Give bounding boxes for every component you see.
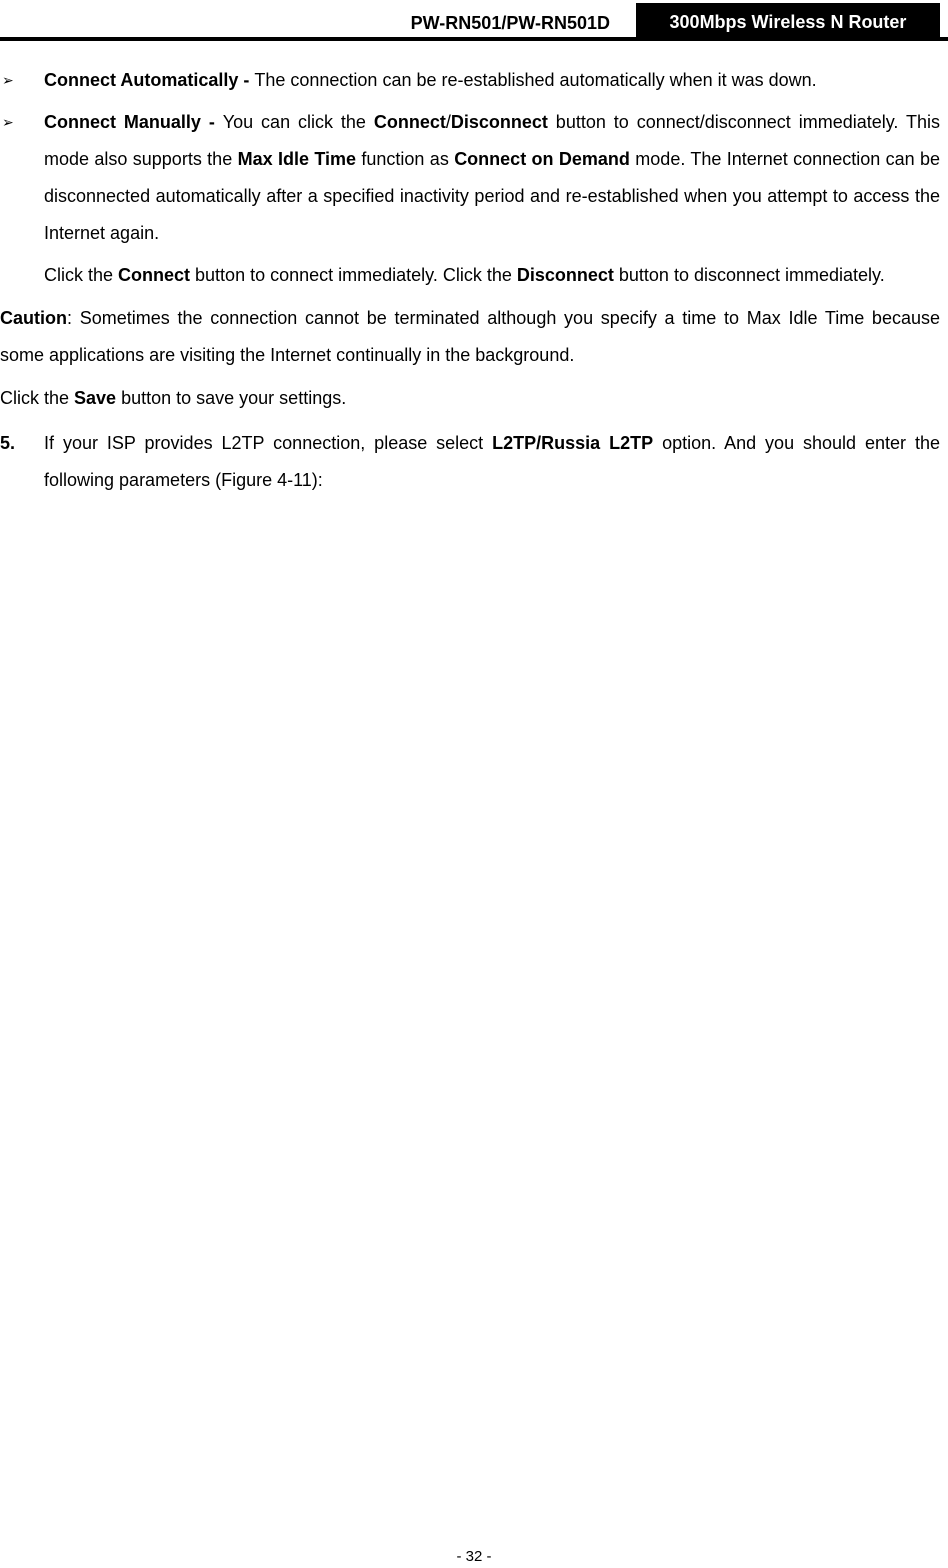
header-product-label: 300Mbps Wireless N Router — [669, 11, 907, 32]
bullet-text: button to connect/disconnect immediately. This mode also supports the — [44, 112, 940, 169]
bullet-title: Connect Automatically - — [44, 70, 255, 90]
header-model-name: PW-RN501/PW-RN501D — [410, 13, 610, 33]
arrow-bullet-icon: ➢ — [2, 114, 14, 130]
bullet-text: function as — [356, 149, 455, 169]
bullet-text: You can click the — [222, 112, 374, 132]
note-text: button to connect immediately. Click the — [190, 265, 517, 285]
step-5 — [0, 425, 940, 499]
connect-term: Connect — [373, 112, 446, 132]
save-note — [0, 380, 940, 417]
disconnect-term: Disconnect — [516, 265, 614, 285]
header-divider — [0, 37, 948, 41]
step-number: 5. — [0, 433, 16, 453]
connect-term: Connect — [118, 265, 191, 285]
caution-text: : Sometimes the connection cannot be terminated although you specify a time to Max Idle Time because some applications are visiting the Internet continually in the background. — [0, 308, 940, 365]
caution-paragraph — [0, 300, 940, 374]
bullet-title: Connect Manually - — [44, 112, 223, 132]
bullet-text: The connection can be re-established automatically when it was down. — [254, 70, 817, 90]
bullet-connect-manually — [0, 104, 940, 252]
arrow-bullet-icon: ➢ — [2, 72, 14, 88]
note-text: button to disconnect immediately. — [613, 265, 885, 285]
note-text: button to save your settings. — [116, 388, 347, 408]
connect-disconnect-note — [0, 257, 940, 294]
connect-on-demand-term: Connect on Demand — [454, 149, 630, 169]
step-text: option. And you should enter the following parameters (Figure 4-11): — [44, 433, 941, 490]
caution-label: Caution — [0, 308, 67, 328]
document-body — [0, 62, 940, 499]
note-text: Click the — [44, 265, 119, 285]
step-text: If your ISP provides L2TP connection, please select — [44, 433, 493, 453]
bullet-connect-automatically — [0, 62, 940, 99]
page-header — [0, 0, 948, 40]
max-idle-time-term: Max Idle Time — [237, 149, 357, 169]
note-text: Click the — [0, 388, 75, 408]
page-number: - 32 - — [456, 1548, 492, 1565]
l2tp-option-term: L2TP/Russia L2TP — [492, 433, 654, 453]
header-product-title — [636, 3, 940, 37]
disconnect-term: Disconnect — [450, 112, 548, 132]
bullet-text: mode. The Internet connection can be disconnected automatically after a specified inactivity period and re-established when you attempt to access the Internet again. — [44, 149, 940, 243]
save-term: Save — [74, 388, 117, 408]
bullet-text: / — [445, 112, 451, 132]
